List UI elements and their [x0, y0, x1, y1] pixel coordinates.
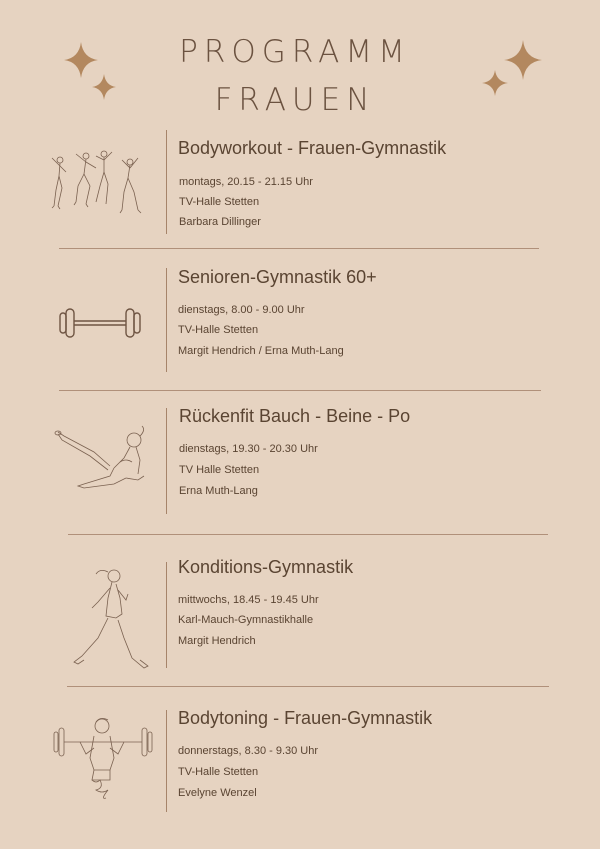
section-separator — [59, 390, 541, 391]
section-time: dienstags, 19.30 - 20.30 Uhr — [179, 443, 318, 455]
section-trainer: Erna Muth-Lang — [179, 485, 258, 497]
section-divider-vertical — [166, 130, 167, 234]
section-trainer: Margit Hendrich / Erna Muth-Lang — [178, 345, 344, 357]
section-title: Rückenfit Bauch - Beine - Po — [179, 406, 411, 426]
running-woman-icon — [70, 564, 154, 676]
dancing-women-icon — [46, 148, 150, 224]
section-trainer: Evelyne Wenzel — [178, 787, 257, 799]
section-divider-vertical — [166, 408, 167, 514]
section-location: TV-Halle Stetten — [178, 766, 259, 778]
section-location: Karl-Mauch-Gymnastikhalle — [178, 614, 314, 626]
barbell-icon — [56, 304, 144, 342]
section-location: TV-Halle Stetten — [179, 196, 260, 208]
page-title-line-2: FRAUEN — [214, 82, 376, 118]
section-time: montags, 20.15 - 21.15 Uhr — [179, 176, 313, 188]
section-trainer: Barbara Dillinger — [179, 216, 261, 228]
section-time: mittwochs, 18.45 - 19.45 Uhr — [178, 594, 319, 606]
section-title: Senioren-Gymnastik 60+ — [178, 267, 377, 287]
sparkle-icon — [64, 42, 98, 78]
section-time: donnerstags, 8.30 - 9.30 Uhr — [178, 745, 319, 757]
section-title: Bodytoning - Frauen-Gymnastik — [178, 708, 433, 728]
section-separator — [59, 248, 539, 249]
section-title: Bodyworkout - Frauen-Gymnastik — [178, 138, 447, 158]
section-separator — [68, 534, 548, 535]
section-divider-vertical — [166, 710, 167, 812]
section-title: Konditions-Gymnastik — [178, 557, 354, 577]
section-location: TV-Halle Stetten — [178, 324, 259, 336]
section-divider-vertical — [166, 562, 167, 668]
section-divider-vertical — [166, 268, 167, 372]
section-time: dienstags, 8.00 - 9.00 Uhr — [178, 304, 305, 316]
section-trainer: Margit Hendrich — [178, 635, 256, 647]
sparkle-icon — [92, 74, 116, 100]
weightlifting-woman-icon — [50, 714, 156, 802]
section-separator — [67, 686, 549, 687]
section-location: TV Halle Stetten — [179, 464, 260, 476]
page-title-line-1: PROGRAMM — [179, 34, 411, 70]
leg-raise-woman-icon — [54, 424, 154, 496]
sparkle-icon — [504, 40, 542, 80]
sparkle-icon — [482, 70, 508, 96]
